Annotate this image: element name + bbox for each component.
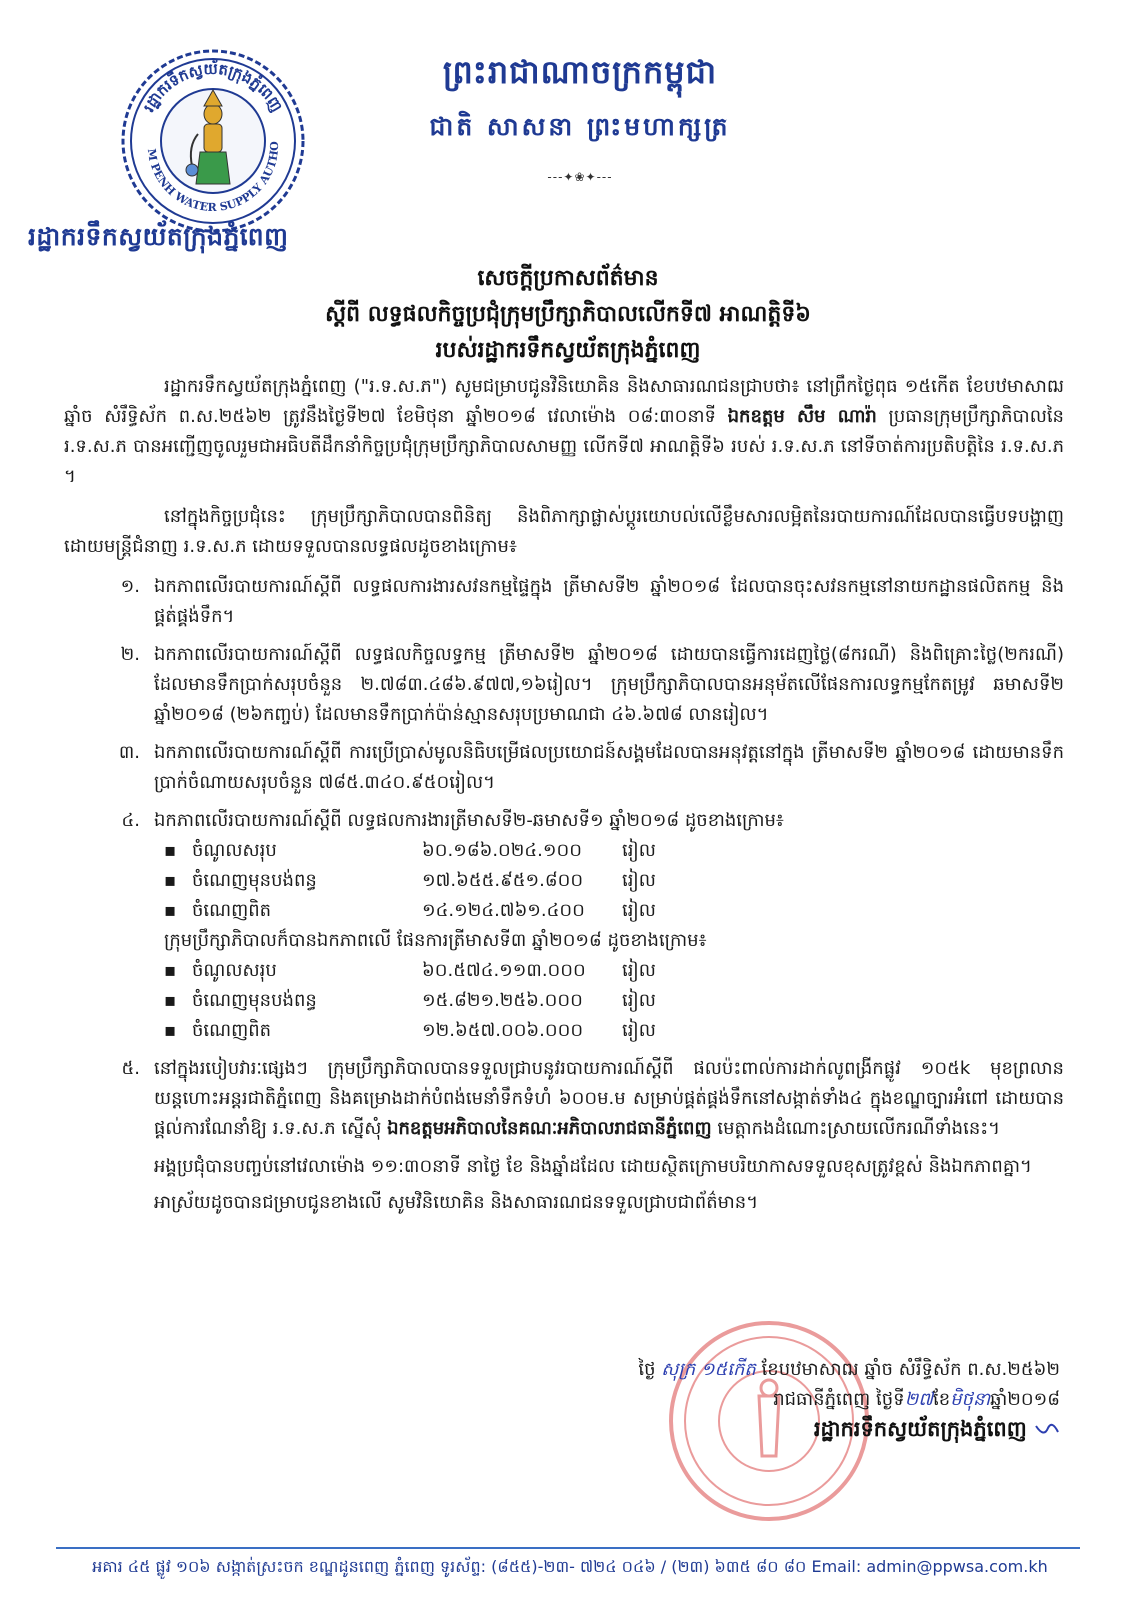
list-item	[64, 640, 1064, 730]
kingdom-heading: ព្រះរាជាណាចក្រកម្ពុជា	[442, 53, 718, 91]
list-item	[64, 806, 1064, 836]
result-row	[164, 986, 1064, 1016]
result-row	[164, 1016, 1064, 1046]
item5-text: នៅក្នុងរបៀបវារៈផ្សេងៗ ក្រុមប្រឹក្សាភិបាលបានទទួលជ្រាបនូវរបាយការណ៍ស្តីពី ផលប៉ះពាល់ការដាក់លូពង្រីកផ្លូវ ១០៥k មុខព្រលានយន្តហោះអន្តរជាតិភ្នំពេញ និងគម្រោងដាក់បំពង់មេនាំទឹកទំហំ ៦០០ម.ម សម្រាប់ផ្គត់ផ្គង់ទឹកនៅសង្កាត់ទាំង៤ ក្នុងខណ្ឌច្បារអំពៅ ដោយបានផ្តល់ការណែនាំឱ្យ រ.ទ.ស.ភ ស្នើសុំ	[154, 1058, 1064, 1139]
result-value: ១៥.៨២១.២៥៦.០០០	[422, 990, 583, 1011]
result-unit: រៀល	[622, 990, 656, 1011]
date-mid: ខែ	[932, 1389, 951, 1410]
list-item	[64, 738, 1064, 798]
document-body	[64, 372, 1064, 1224]
footer-divider	[56, 1547, 1080, 1549]
footer-address: អគារ ៤៥ ផ្លូវ ១០៦ សង្កាត់ស្រះចក ខណ្ឌដូនពេញ ភ្នំពេញ ទូរស័ព្ទ: (៨៥៥)-២៣- ៧២៤ ០៤៦ / (២៣) ៦៣៥ ៨០ ៨០ Email: admin@ppwsa.com.kh	[92, 1557, 1048, 1576]
chairman-name: ឯកឧត្តម សឹម ណារ៉ា	[727, 406, 877, 427]
item-text: ឯកភាពលើរបាយការណ៍ស្តីពី ការប្រើប្រាស់មូលនិធិបម្រើផលប្រយោជន៍សង្គមដែលបានអនុវត្តនៅក្នុង ត្រីមាសទី២ ឆ្នាំ២០១៨ ដោយមានទឹកប្រាក់ចំណាយសរុបចំនួន ៧៨៥.៣៤០.៩៥០រៀល។	[154, 742, 1064, 793]
lunar-prefix: ថ្ងៃ	[638, 1359, 656, 1380]
bullet-icon: ▪	[164, 900, 177, 921]
title-line-3: របស់រដ្ឋាករទឹកស្វយ័តក្រុងភ្នំពេញ	[435, 338, 701, 363]
item-number: ៣.	[118, 742, 140, 763]
logo-emblem-icon	[118, 46, 308, 236]
bullet-icon: ▪	[164, 840, 177, 861]
result-unit: រៀល	[622, 1020, 656, 1041]
result-value: ១២.៦៥៧.០០៦.០០០	[422, 1020, 584, 1041]
result-label: ចំណូលសរុប	[192, 840, 277, 861]
date-day: ២៧	[904, 1389, 933, 1410]
item-number: ១.	[120, 576, 140, 597]
signature-mark-icon	[1034, 1420, 1060, 1440]
closing-paragraph-2: អាស្រ័យដូចបានជម្រាបជូនខាងលើ សូមវិនិយោគិន និងសាធារណជនទទួលជ្រាបជាព័ត៌មាន។	[154, 1192, 759, 1213]
intro-text: រដ្ឋាករទឹកស្វយ័តក្រុងភ្នំពេញ ("រ.ទ.ស.ភ") សូមជម្រាបជូនវិនិយោគិន និងសាធារណជនជ្រាបថា៖ នៅព្រឹកថ្ងៃពុធ ១៥កើត ខែបឋមាសាឍ ឆ្នាំច សំរឹទ្ធិស័ក ព.ស.២៥៦២ ត្រូវនឹងថ្ងៃទី២៧ ខែមិថុនា ឆ្នាំ២០១៨ វេលាម៉ោង ០៨:៣០នាទី	[64, 376, 1064, 427]
national-motto: ជាតិ សាសនា ព្រះមហាក្សត្រ	[429, 112, 731, 141]
closing-paragraph-1: អង្គប្រជុំបានបញ្ចប់នៅវេលាម៉ោង ១១:៣០នាទី នាថ្ងៃ ខែ និងឆ្នាំដដែល ដោយស្ថិតក្រោមបរិយាកាសទទួលខុសត្រូវខ្ពស់ និងឯកភាពគ្នា។	[154, 1156, 1032, 1177]
ppwsa-logo	[118, 46, 308, 236]
plan-note: ក្រុមប្រឹក្សាភិបាលក៏បានឯកភាពលើ ផែនការត្រីមាសទី៣ ឆ្នាំ២០១៨ ដូចខាងក្រោម៖	[164, 930, 707, 951]
bullet-icon: ▪	[164, 870, 177, 891]
item-text: ឯកភាពលើរបាយការណ៍ស្តីពី លទ្ធផលការងារសវនកម្មផ្ទៃក្នុង ត្រីមាសទី២ ឆ្នាំ២០១៨ ដែលបានចុះសវនកម្មនៅនាយកដ្ឋានផលិតកម្ម និងផ្គត់ផ្គង់ទឹក។	[154, 576, 1064, 627]
gregorian-date-line	[500, 1387, 1060, 1414]
result-label: ចំណេញមុនបង់ពន្ធ	[192, 870, 317, 891]
result-unit: រៀល	[622, 900, 656, 921]
result-label: ចំណូលសរុប	[192, 960, 277, 981]
date-month: មិថុនា	[950, 1389, 991, 1410]
lunar-handwritten: សុក្រ ១៥កើត	[661, 1359, 756, 1380]
date-prefix: រាជធានីភ្នំពេញ ថ្ងៃទី	[773, 1389, 905, 1410]
result-value: ១៧.៦៥៥.៩៥១.៨០០	[422, 870, 584, 891]
signatory-name: រដ្ឋាករទឹកស្វយ័តក្រុងភ្នំពេញ	[813, 1417, 1027, 1441]
result-label: ចំណេញពិត	[192, 1020, 272, 1041]
result-value: ៦០.៥៧៤.១១៣.០០០	[422, 960, 586, 981]
bullet-icon: ▪	[164, 1020, 177, 1041]
item-number: ៤.	[121, 810, 140, 831]
result-row	[164, 896, 1064, 926]
meeting-paragraph: នៅក្នុងកិច្ចប្រជុំនេះ ក្រុមប្រឹក្សាភិបាលបានពិនិត្យ និងពិភាក្សាផ្លាស់ប្តូរយោបល់លើខ្លឹមសារលម្អិតនៃរបាយការណ៍ដែលបានធ្វើបទបង្ហាញដោយមន្ត្រីជំនាញ រ.ទ.ស.ភ ដោយទទួលបានលទ្ធផលដូចខាងក្រោម៖	[64, 506, 1064, 557]
title-line-2: ស្តីពី លទ្ធផលកិច្ចប្រជុំក្រុមប្រឹក្សាភិបាលលើកទី៧ អាណត្តិទី៦	[325, 302, 811, 327]
item-text: ឯកភាពលើរបាយការណ៍ស្តីពី លទ្ធផលកិច្ចលទ្ធកម្ម ត្រីមាសទី២ ឆ្នាំ២០១៨ ដោយបានធ្វើការដេញថ្លៃ(៨ករណី) និងពិគ្រោះថ្លៃ(២ករណី) ដែលមានទឹកប្រាក់សរុបចំនួន ២.៧៨៣.៤៨៦.៩៧៧,១៦រៀល។ ក្រុមប្រឹក្សាភិបាលបានអនុម័តលើផែនការលទ្ធកម្មកែតម្រូវ ឆមាសទី២ ឆ្នាំ២០១៨ (២៦កញ្ចប់) ដែលមានទឹកប្រាក់ប៉ាន់ស្មានសរុបប្រមាណជា ៤៦.៦៧៨ លានរៀល។	[154, 644, 1064, 725]
result-row	[164, 836, 1064, 866]
item5-text-cont: មេត្តាកងដំណោះស្រាយលើករណីទាំងនេះ។	[717, 1118, 1001, 1139]
lunar-suffix: ខែបឋមាសាឍ ឆ្នាំច សំរឹទ្ធិស័ក ព.ស.២៥៦២	[761, 1359, 1060, 1380]
result-unit: រៀល	[622, 840, 656, 861]
item-number: ៥.	[121, 1058, 140, 1079]
list-item	[64, 1054, 1064, 1144]
result-value: ១៤.១២៤.៧៦១.៤០០	[422, 900, 585, 921]
governor-title: ឯកឧត្តមអភិបាលនៃគណៈអភិបាលរាជធានីភ្នំពេញ	[387, 1118, 712, 1139]
result-unit: រៀល	[622, 960, 656, 981]
result-unit: រៀល	[622, 870, 656, 891]
intro-paragraph	[64, 372, 1064, 492]
result-row	[164, 956, 1064, 986]
ornament-divider: ---✦❀✦---	[547, 170, 613, 184]
lunar-date-line	[500, 1357, 1060, 1384]
signatory-org	[500, 1416, 1060, 1447]
bullet-icon: ▪	[164, 960, 177, 981]
intro-text-cont: ប្រធានក្រុមប្រឹក្សាភិបាលនៃ រ.ទ.ស.ភ បានអញ្ជើញចូលរួមជាអធិបតីដឹកនាំកិច្ចប្រជុំក្រុមប្រឹក្សាភិបាលសាមញ្ញ លើកទី៧ អាណត្តិទី៦ របស់ រ.ទ.ស.ភ នៅទីចាត់ការប្រតិបត្តិនៃ រ.ទ.ស.ភ ។	[64, 406, 1064, 487]
title-line-1: សេចក្តីប្រកាសព័ត៌មាន	[477, 266, 659, 291]
result-label: ចំណេញពិត	[192, 900, 272, 921]
logo-text-bottom: M PENH WATER SUPPLY AUTHO	[144, 141, 282, 215]
result-value: ៦០.១៨៦.០២៤.១០០	[422, 840, 582, 861]
logo-text-top: រដ្ឋាករទឹកស្វយ័តក្រុងភ្នំពេញ	[139, 59, 287, 115]
item-text: ឯកភាពលើរបាយការណ៍ស្តីពី លទ្ធផលការងារត្រីមាសទី២-ឆមាសទី១ ឆ្នាំ២០១៨ ដូចខាងក្រោម៖	[154, 810, 784, 831]
result-row	[164, 866, 1064, 896]
item-text	[154, 1054, 1064, 1144]
org-name-left: រដ្ឋាករទឹកស្វយ័តក្រុងភ្នំពេញ	[28, 222, 289, 251]
bullet-icon: ▪	[164, 990, 177, 1011]
list-item	[64, 572, 1064, 632]
date-suffix: ឆ្នាំ២០១៨	[990, 1389, 1060, 1410]
item-number: ២.	[120, 644, 140, 665]
result-label: ចំណេញមុនបង់ពន្ធ	[192, 990, 317, 1011]
